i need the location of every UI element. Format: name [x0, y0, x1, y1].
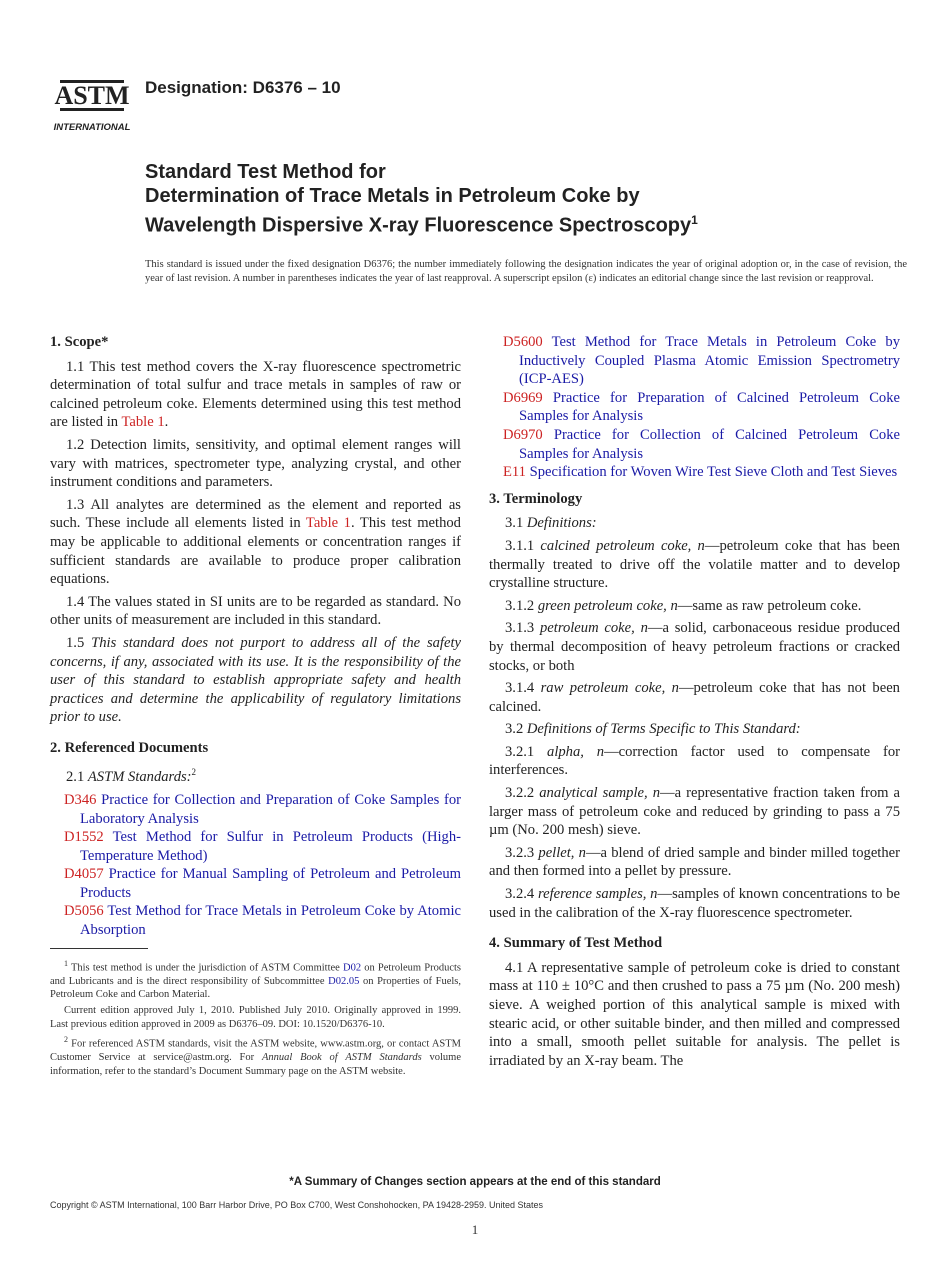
- term-name: analytical sample, n: [539, 785, 661, 802]
- term-3-1-1: [489, 537, 900, 593]
- ref-item: [489, 389, 900, 426]
- footnote-1-edition: Current edition approved July 1, 2010. Published July 2010. Originally approved in 1999. Last previous edition approved in 2009 as D6376–09. DOI: 10.1520/D6376-10.: [50, 1004, 461, 1030]
- para-2-1-number: 2.1: [66, 769, 88, 786]
- footnote-divider: [50, 948, 148, 949]
- footnote-1-mark: 1: [64, 958, 68, 968]
- footnote-2: [50, 1033, 461, 1078]
- term-number: 3.2.4: [505, 886, 538, 903]
- ref-item: [50, 791, 461, 828]
- para-2-1: [50, 763, 461, 786]
- footnote-2-italic: Annual Book of ASTM Standards: [261, 1052, 422, 1064]
- ref-code-link[interactable]: D1552: [64, 829, 104, 846]
- ref-code-link[interactable]: D6969: [503, 389, 543, 406]
- term-name: calcined petroleum coke, n: [540, 537, 705, 554]
- term-name: pellet, n: [538, 844, 586, 861]
- para-3-2: [489, 720, 900, 739]
- section-terminology-heading: 3. Terminology: [489, 490, 583, 507]
- astm-logo: [50, 58, 136, 134]
- section-referenced-documents-heading: 2. Referenced Documents: [50, 739, 209, 756]
- ref-code-link[interactable]: D5056: [64, 903, 104, 920]
- term-3-2-2: [489, 784, 900, 840]
- footnote-1-text-c: on Properties of Fuels, Petroleum Coke and Carbon Material.: [50, 975, 462, 1001]
- para-1-5-number: 1.5: [66, 634, 92, 651]
- para-3-1: [489, 514, 900, 533]
- ref-item: [50, 902, 461, 939]
- para-1-1-end: .: [164, 414, 169, 431]
- para-1-1: [50, 358, 461, 432]
- term-3-2-1: [489, 743, 900, 780]
- para-1-5-text: This standard does not purport to address all of the safety concerns, if any, associated with its use. It is the responsibility of the user of this standard to establish appropriate safety and health practices and determine the applicability of regulatory limitations prior to use.: [50, 634, 461, 726]
- title-line-2: Determination of Trace Metals in Petroleum Coke by: [145, 185, 640, 207]
- ref-item: [489, 463, 900, 482]
- term-3-1-2: [489, 597, 900, 616]
- logo-subtext: INTERNATIONAL: [53, 122, 131, 133]
- para-3-1-label: Definitions:: [526, 515, 597, 532]
- committee-d02-link[interactable]: D02: [342, 962, 362, 974]
- term-number: 3.1.4: [505, 680, 541, 697]
- term-name: raw petroleum coke, n: [540, 680, 679, 697]
- subcommittee-d0205-link[interactable]: D02.05: [328, 975, 360, 987]
- para-1-3-end: . This test method may be applicable to additional elements or concentration ranges if sufficient standards are available to produce proper calibration equations.: [50, 515, 461, 588]
- ref-title-link[interactable]: Test Method for Sulfur in Petroleum Products (High-Temperature Method): [80, 829, 461, 864]
- para-1-3: [50, 496, 461, 589]
- term-3-2-4: [489, 885, 900, 922]
- term-number: 3.1.3: [505, 620, 540, 637]
- term-number: 3.2.2: [505, 785, 540, 802]
- ref-title-link[interactable]: Practice for Collection of Calcined Petroleum Coke Samples for Analysis: [519, 426, 900, 462]
- title-footnote-mark: 1: [691, 213, 698, 227]
- term-definition: —same as raw petroleum coke.: [677, 597, 862, 614]
- para-1-1-text: 1.1 This test method covers the X-ray fluorescence spectrometric determination of total sulfur and trace metals in samples of raw or calcined petroleum coke. Elements determined using this test method are listed in: [50, 358, 461, 431]
- ref-code-link[interactable]: E11: [503, 464, 526, 481]
- document-title: [145, 160, 698, 238]
- ref-title-link[interactable]: Test Method for Trace Metals in Petroleum Coke by Inductively Coupled Plasma Atomic Emission Spectrometry (ICP-AES): [519, 334, 900, 388]
- ref-title-link[interactable]: Test Method for Trace Metals in Petroleum Coke by Atomic Absorption: [80, 903, 461, 939]
- term-number: 3.2.1: [505, 743, 548, 760]
- term-name: alpha, n: [547, 743, 605, 760]
- title-line-3-text: Wavelength Dispersive X-ray Fluorescence Spectroscopy: [145, 214, 692, 237]
- issued-note: This standard is issued under the fixed designation D6376; the number immediately following the designation indicates the year of original adoption or, in the case of revision, the year of last revision. A number in parentheses indicates the year of last reapproval. A superscript epsilon (ε) indicates an editorial change since the last revision or reapproval.: [145, 259, 907, 284]
- footnote-1-text-b: on Petroleum Products and Lubricants and is the direct responsibility of Subcommittee: [50, 962, 461, 987]
- para-3-2-number: 3.2: [505, 721, 527, 738]
- ref-item: [50, 828, 461, 865]
- term-name: reference samples, n: [537, 886, 658, 903]
- ref-code-link[interactable]: D5600: [503, 334, 543, 350]
- ref-title-link[interactable]: Practice for Manual Sampling of Petroleum and Petroleum Products: [80, 866, 461, 901]
- term-definition: —correction factor used to compensate for interferences.: [489, 743, 900, 779]
- ref-item: [489, 426, 900, 463]
- term-3-1-3: [489, 619, 900, 675]
- ref-item: [489, 333, 900, 389]
- footnote-2-text-a: For referenced ASTM standards, visit the ASTM website, www.astm.org, or contact ASTM Customer Service at service@astm.org. For: [50, 1038, 461, 1064]
- table-1-link[interactable]: Table 1: [121, 414, 165, 431]
- ref-item: [50, 865, 461, 902]
- footnote-1-text-a: This test method is under the jurisdiction of ASTM Committee: [68, 962, 343, 974]
- term-number: 3.1.2: [505, 597, 538, 614]
- logo-text: ASTM: [54, 81, 130, 110]
- term-definition: —petroleum coke that has been thermally treated to drive off the volatile matter and to develop crystalline structure.: [489, 537, 900, 592]
- term-name: green petroleum coke, n: [537, 597, 678, 614]
- para-1-3-text: 1.3 All analytes are determined as the element and reported as such. These include all elements listed in: [50, 496, 461, 532]
- term-definition: —a blend of dried sample and binder milled together and then formed into a pellet by pressure.: [489, 844, 900, 880]
- designation: Designation: D6376 – 10: [145, 78, 341, 97]
- astm-standards-label: ASTM Standards:: [87, 769, 192, 786]
- section-scope-heading: 1. Scope*: [50, 334, 109, 350]
- term-name: petroleum coke, n: [539, 620, 648, 637]
- astm-standards-footnote-mark: 2: [191, 767, 197, 778]
- ref-code-link[interactable]: D4057: [64, 866, 104, 883]
- table-1-link-2[interactable]: Table 1: [305, 515, 351, 532]
- term-3-2-3: [489, 844, 900, 881]
- term-3-1-4: [489, 679, 900, 716]
- page-number: 1: [471, 1222, 479, 1237]
- left-column: [50, 333, 461, 1080]
- footnote-2-text-b: volume information, refer to the standard’s Document Summary page on the ASTM website.: [50, 1052, 461, 1077]
- footnote-2-mark: 2: [64, 1035, 68, 1045]
- para-4-1: 4.1 A representative sample of petroleum coke is dried to constant mass at 110 ± 10°C and then crushed to pass a 75 µm (No. 200 mesh) sieve. A weighed portion of this analytical sample is mixed with stearic acid, or other suitable binder, and then milled and compressed into a small, smooth pellet suitable for analysis. The pellet is irradiated by an X-ray beam. The: [489, 959, 900, 1069]
- title-line-1: Standard Test Method for: [145, 161, 386, 183]
- para-1-5: [50, 634, 461, 727]
- footnote-1: [50, 957, 461, 1002]
- para-3-2-label: Definitions of Terms Specific to This Standard:: [526, 721, 801, 738]
- right-column: [489, 333, 900, 1074]
- term-definition: —a representative fraction taken from a larger mass of petroleum coke and reduced by grinding to pass a 75 µm (No. 200 mesh) sieve.: [489, 785, 901, 839]
- ref-title-link[interactable]: Practice for Preparation of Calcined Petroleum Coke Samples for Analysis: [519, 389, 900, 425]
- term-number: 3.1.1: [505, 537, 541, 554]
- ref-code-link[interactable]: D6970: [503, 426, 543, 443]
- summary-of-changes-note: *A Summary of Changes section appears at the end of this standard: [289, 1176, 661, 1188]
- ref-title-link[interactable]: Specification for Woven Wire Test Sieve Cloth and Test Sieves: [525, 464, 898, 481]
- ref-code-link[interactable]: D346: [64, 791, 97, 808]
- para-1-4: 1.4 The values stated in SI units are to be regarded as standard. No other units of measurement are included in this standard.: [50, 593, 461, 629]
- ref-title-link[interactable]: Practice for Collection and Preparation of Coke Samples for Laboratory Analysis: [80, 791, 461, 827]
- section-summary-heading: 4. Summary of Test Method: [489, 935, 663, 952]
- para-1-2: 1.2 Detection limits, sensitivity, and optimal element ranges will vary with matrices, spectrometer type, analyzing crystal, and other instrument conditions and parameters.: [50, 436, 461, 491]
- term-definition: —a solid, carbonaceous residue produced by thermal decomposition of heavy petroleum fractions or cracked stocks, or both: [489, 620, 900, 674]
- term-number: 3.2.3: [505, 844, 539, 861]
- para-3-1-number: 3.1: [505, 515, 527, 532]
- copyright-line: Copyright © ASTM International, 100 Barr Harbor Drive, PO Box C700, West Conshohocken, PA 19428-2959. United States: [50, 1200, 544, 1210]
- term-definition: —petroleum coke that has not been calcined.: [489, 680, 900, 715]
- title-line-3: [145, 208, 698, 238]
- term-definition: —samples of known concentrations to be used in the calibration of the X-ray fluorescence spectrometer.: [489, 886, 900, 921]
